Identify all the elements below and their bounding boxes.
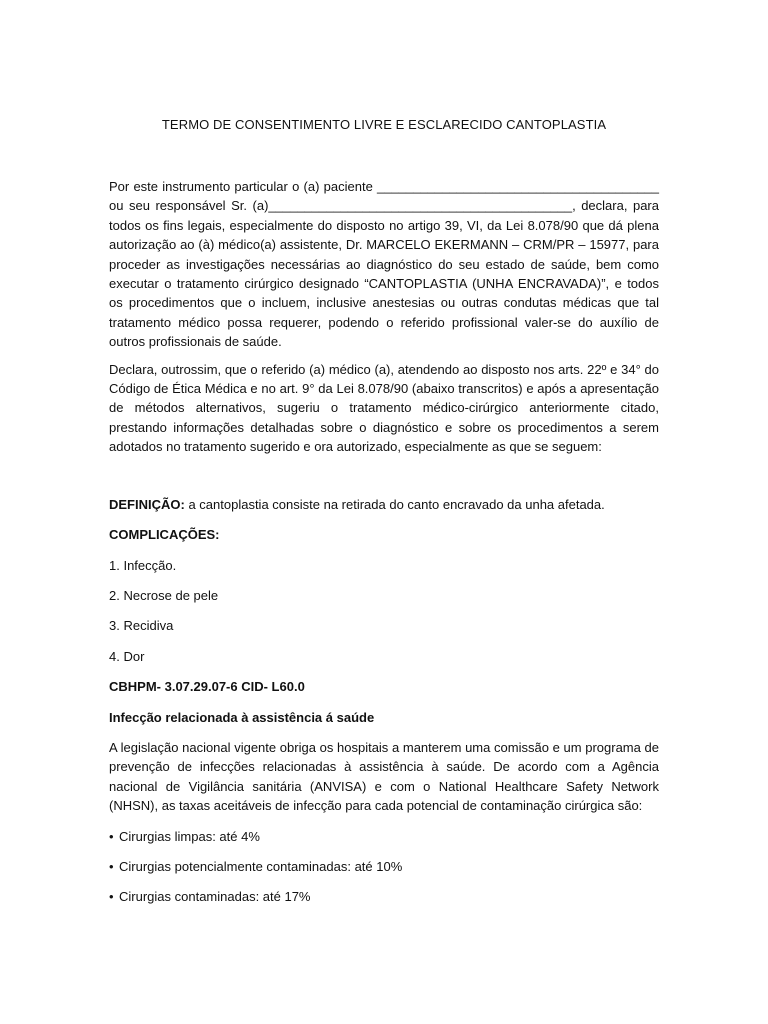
bullet-item	[109, 887, 659, 906]
definition-label: DEFINIÇÃO:	[109, 496, 185, 512]
document-body	[109, 177, 659, 907]
complication-item: 4. Dor	[109, 648, 145, 664]
document-title: TERMO DE CONSENTIMENTO LIVRE E ESCLARECIDO CANTOPLASTIA	[161, 117, 607, 132]
complication-item: 1. Infecção.	[109, 557, 177, 573]
declaration-paragraph: Declara, outrossim, que o referido (a) médico (a), atendendo ao disposto nos arts. 22º e 34° do Código de Ética Médica e no art. 9° da Lei 8.078/90 (abaixo transcritos) e após a apresentação de métodos alternativos, sugeriu o tratamento médico-cirúrgico anteriormente citado, prestando informações detalhadas sobre o diagnóstico e sobre os procedimentos a serem adotados no tratamento sugerido e ora autorizado, especialmente as que se seguem:	[109, 361, 659, 455]
consent-paragraph: Por este instrumento particular o (a) paciente _______________________________________ ou seu responsável Sr. (a)__________________________________________, declara, para todos os fins legais, especialmente do disposto no artigo 39, VI, da Lei 8.078/90 que dá plena autorização ao (à) médico(a) assistente, Dr. MARCELO EKERMANN – CRM/PR – 15977, para proceder as investigações necessárias ao diagnóstico do seu estado de saúde, bem como executar o tratamento cirúrgico designado “CANTOPLASTIA (UNHA ENCRAVADA)”, e todos os procedimentos que o incluem, inclusive anestesias ou outras condutas médicas que tal tratamento médico possa requerer, podendo o referido profissional valer-se do auxílio de outros profissionais de saúde.	[109, 179, 659, 350]
bullet-icon: •	[109, 828, 114, 844]
definition-line	[109, 495, 659, 514]
code-line: CBHPM- 3.07.29.07-6 CID- L60.0	[109, 679, 305, 695]
complications-heading: COMPLICAÇÕES:	[109, 527, 220, 543]
bullet-item	[109, 857, 659, 876]
bullet-icon: •	[109, 858, 114, 874]
infection-heading: Infecção relacionada à assistência á saúde	[109, 709, 375, 725]
complication-item: 3. Recidiva	[109, 618, 174, 634]
legislation-paragraph: A legislação nacional vigente obriga os hospitais a manterem uma comissão e um programa de prevenção de infecções relacionadas à assistência à saúde. De acordo com a Agência nacional de Vigilância sanitária (ANVISA) e com o National Healthcare Safety Network (NHSN), as taxas aceitáveis de infecção para cada potencial de contaminação cirúrgica são:	[109, 739, 659, 814]
bullet-item	[109, 827, 659, 846]
bullet-text: Cirurgias contaminadas: até 17%	[119, 889, 311, 905]
complication-item: 2. Necrose de pele	[109, 587, 219, 603]
bullet-text: Cirurgias potencialmente contaminadas: até 10%	[119, 858, 403, 874]
bullet-text: Cirurgias limpas: até 4%	[119, 828, 260, 844]
bullet-icon: •	[109, 889, 114, 905]
definition-text: a cantoplastia consiste na retirada do canto encravado da unha afetada.	[184, 496, 605, 512]
